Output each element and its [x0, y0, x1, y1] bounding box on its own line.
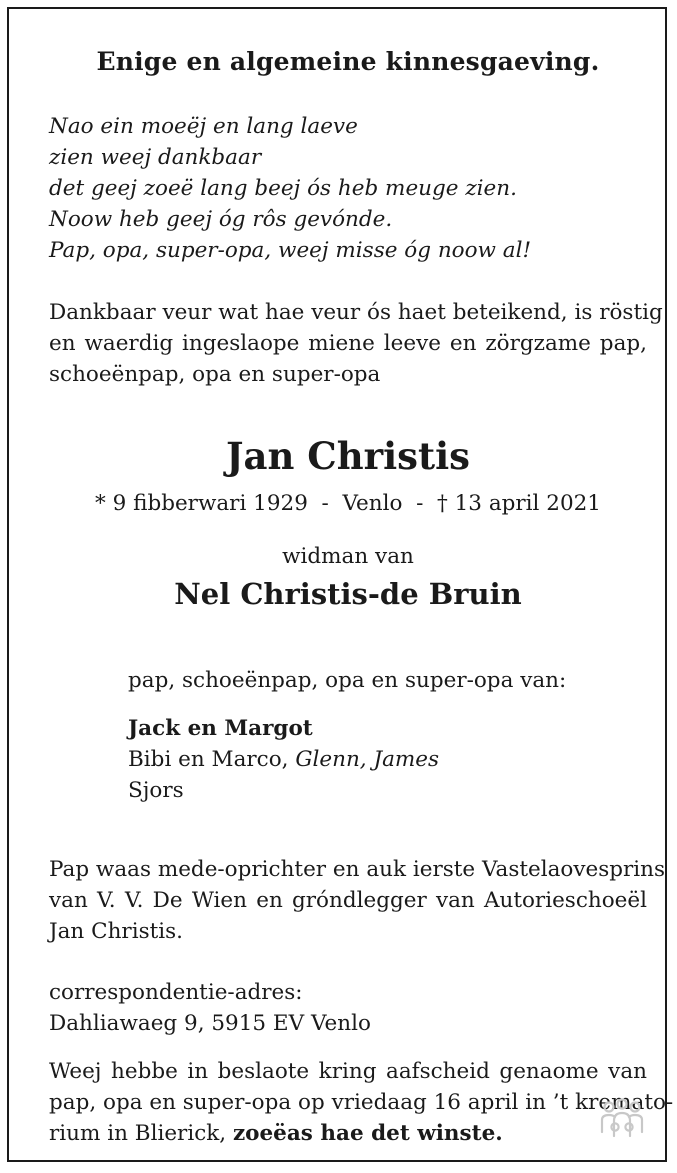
family-list [128, 665, 566, 806]
intro-line: en waerdig ingeslaope miene leeve en zörgzame pap, [49, 331, 647, 356]
bio-line: van V. V. De Wien en gróndlegger van Autorieschoeël [49, 888, 647, 913]
people-group-icon [599, 1098, 645, 1138]
intro-line: Dankbaar veur wat hae veur ós haet beteikend, is röstig [49, 300, 663, 325]
farewell-line [49, 1118, 647, 1149]
bio-line: Pap waas mede-oprichter en auk ierste Vastelaovesprins [49, 857, 666, 882]
farewell-line: pap, opa en super-opa op vriedaag 16 april in ’t kremato- [49, 1090, 674, 1115]
poem-line: Nao ein moeëj en lang laeve [49, 114, 358, 139]
poem-line: Noow heb geej óg rôs gevónde. [49, 207, 393, 232]
address-value: Dahliawaeg 9, 5915 EV Venlo [49, 1011, 371, 1036]
poem-line: det geej zoeë lang beej ós heb meuge zien. [49, 176, 517, 201]
bio-line: Jan Christis. [49, 919, 183, 944]
intro-paragraph [49, 297, 663, 390]
address-label: correspondentie-adres: [49, 980, 303, 1005]
farewell-line: Weej hebbe in beslaote kring aafscheid genaome van [49, 1059, 647, 1084]
correspondence-address [49, 977, 371, 1039]
intro-line: schoeënpap, opa en super-opa [49, 362, 381, 387]
farewell-paragraph [49, 1056, 674, 1149]
family-line: Sjors [128, 778, 184, 803]
family-line: Jack en Margot [128, 716, 313, 741]
family-line [128, 744, 566, 775]
widow-of-label: widman van [282, 544, 414, 569]
family-names-italic: Glenn, James [295, 747, 440, 772]
spouse-name: Nel Christis-de Bruin [174, 577, 522, 611]
farewell-text: rium in Blierick, [49, 1121, 233, 1146]
announcement-heading: Enige en algemeine kinnesgaeving. [96, 47, 600, 76]
deceased-name: Jan Christis [226, 434, 470, 478]
poem [49, 111, 531, 266]
family-names: Bibi en Marco, [128, 747, 296, 772]
bio-paragraph [49, 854, 666, 947]
birth-death-dates: * 9 fibberwari 1929 - Venlo - † 13 april 2021 [95, 491, 601, 516]
farewell-emphasis: zoeëas hae det winste. [232, 1121, 503, 1146]
poem-line: zien weej dankbaar [49, 145, 262, 170]
family-role: pap, schoeënpap, opa en super-opa van: [128, 668, 567, 693]
poem-line: Pap, opa, super-opa, weej misse óg noow al! [49, 238, 532, 263]
announcement-frame [7, 7, 674, 1162]
